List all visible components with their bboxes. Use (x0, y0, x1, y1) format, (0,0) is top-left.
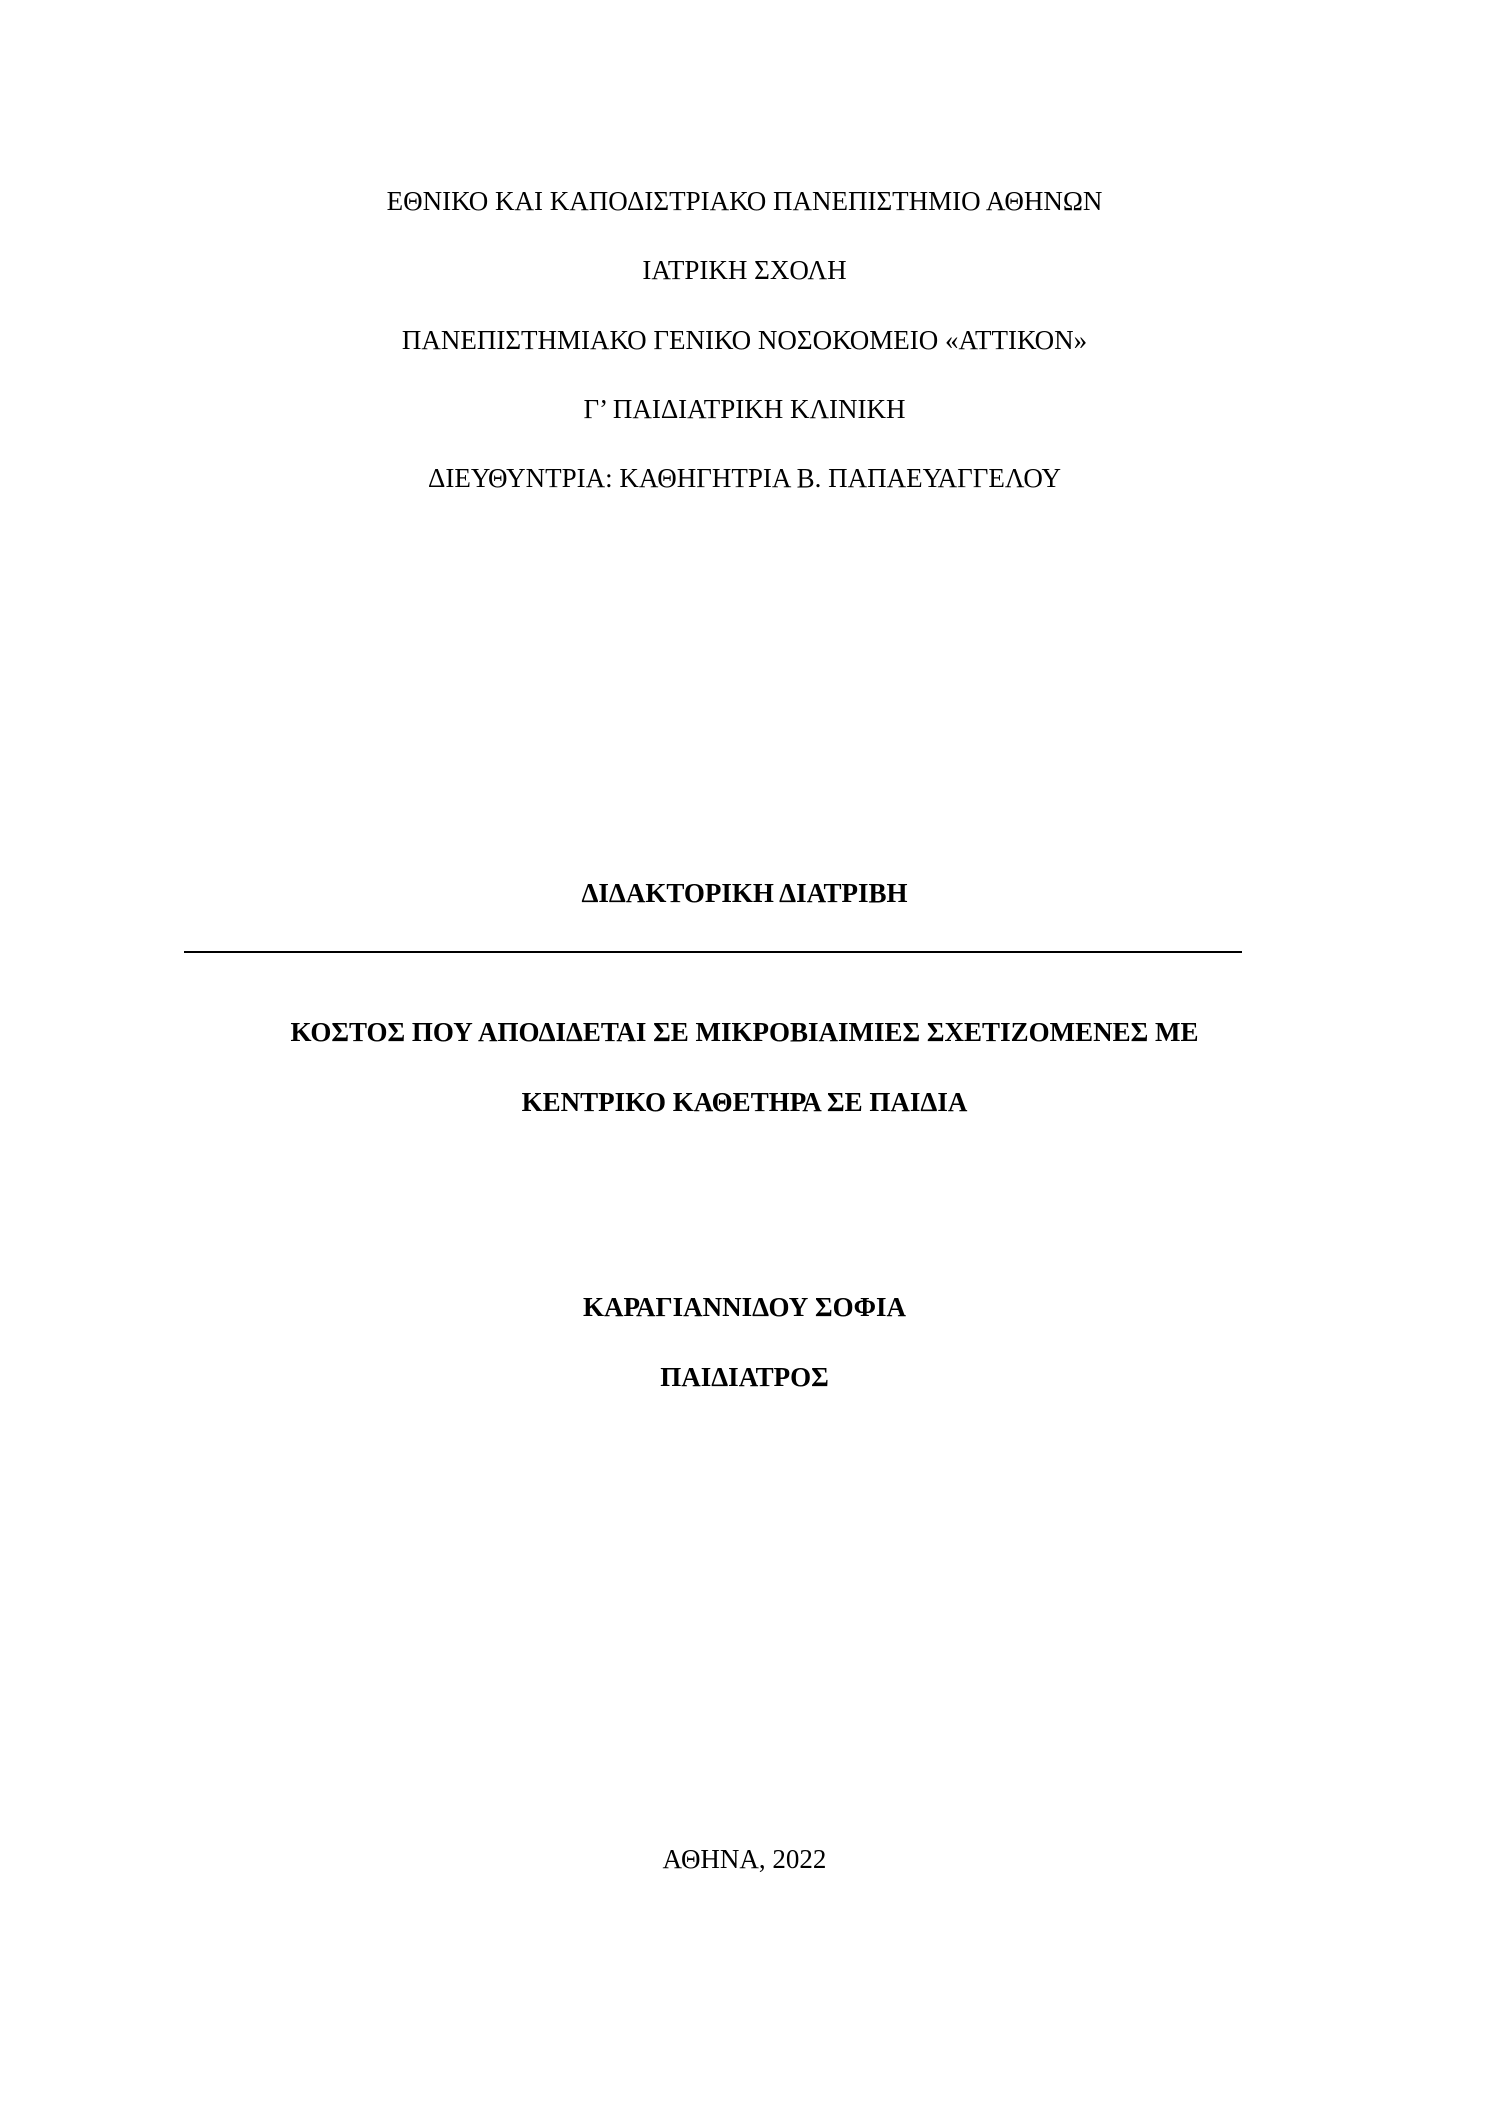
thesis-title-line-1: ΚΟΣΤΟΣ ΠΟΥ ΑΠΟΔΙΔΕΤΑΙ ΣΕ ΜΙΚΡΟΒΙΑΙΜΙΕΣ ΣΧΕΤΙΖΟΜΕΝΕΣ ΜΕ (290, 1017, 1199, 1047)
place-and-year: ΑΘΗΝΑ, 2022 (662, 1844, 827, 1874)
director-line: ΔΙΕΥΘΥΝΤΡΙΑ: ΚΑΘΗΓΗΤΡΙΑ Β. ΠΑΠΑΕΥΑΓΓΕΛΟΥ (428, 463, 1061, 493)
author-name: ΚΑΡΑΓΙΑΝΝΙΔΟΥ ΣΟΦΙΑ (582, 1292, 907, 1322)
university-name: ΕΘΝΙΚΟ ΚΑΙ ΚΑΠΟΔΙΣΤΡΙΑΚΟ ΠΑΝΕΠΙΣΤΗΜΙΟ ΑΘΗΝΩΝ (386, 186, 1103, 216)
title-divider (184, 951, 1242, 953)
school-name: ΙΑΤΡΙΚΗ ΣΧΟΛΗ (642, 255, 847, 285)
thesis-type: ΔΙΔΑΚΤΟΡΙΚΗ ΔΙΑΤΡΙΒΗ (581, 878, 908, 908)
thesis-title-line-2: ΚΕΝΤΡΙΚΟ ΚΑΘΕΤΗΡΑ ΣΕ ΠΑΙΔΙΑ (521, 1087, 968, 1117)
author-role: ΠΑΙΔΙΑΤΡΟΣ (660, 1362, 829, 1392)
hospital-name: ΠΑΝΕΠΙΣΤΗΜΙΑΚΟ ΓΕΝΙΚΟ ΝΟΣΟΚΟΜΕΙΟ «ΑΤΤΙΚΟΝ» (401, 325, 1088, 355)
clinic-name: Γ’ ΠΑΙΔΙΑΤΡΙΚΗ ΚΛΙΝΙΚΗ (583, 394, 906, 424)
